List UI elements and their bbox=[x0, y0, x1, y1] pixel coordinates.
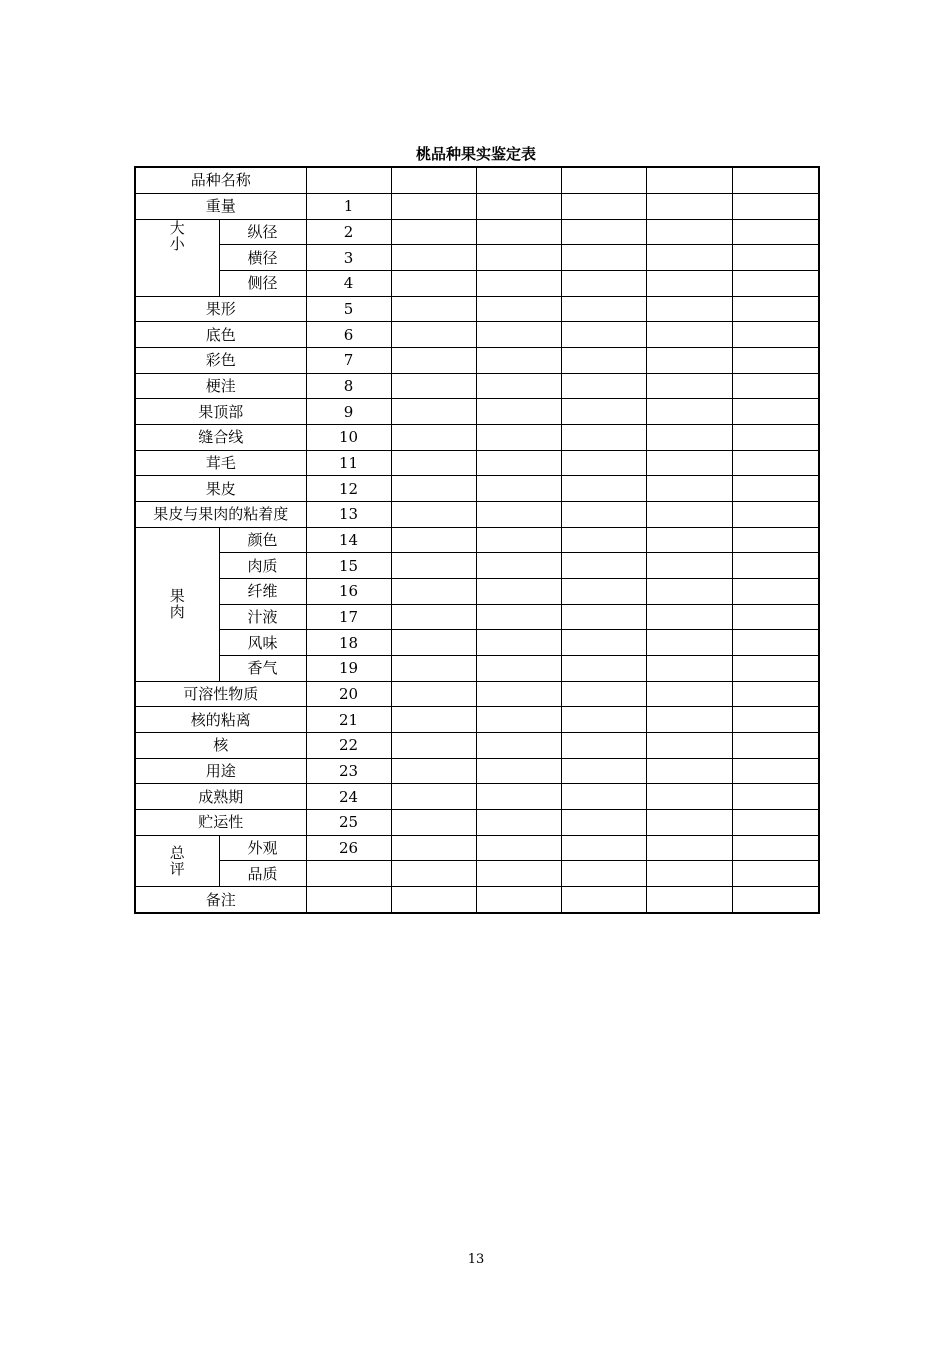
entry-cell[interactable] bbox=[561, 450, 646, 476]
entry-cell[interactable] bbox=[646, 424, 732, 450]
row-number: 18 bbox=[306, 630, 391, 656]
entry-cell[interactable] bbox=[476, 861, 561, 887]
row-number: 15 bbox=[306, 553, 391, 579]
entry-cell[interactable] bbox=[732, 501, 819, 527]
row-label: 成熟期 bbox=[135, 784, 306, 810]
entry-cell[interactable] bbox=[391, 887, 476, 913]
entry-cell[interactable] bbox=[646, 527, 732, 553]
row-label: 香气 bbox=[219, 656, 306, 682]
entry-cell[interactable] bbox=[561, 270, 646, 296]
table-row bbox=[135, 604, 819, 630]
entry-cell[interactable] bbox=[646, 167, 732, 193]
table-row bbox=[135, 322, 819, 348]
entry-cell[interactable] bbox=[646, 758, 732, 784]
entry-cell[interactable] bbox=[646, 296, 732, 322]
entry-cell[interactable] bbox=[561, 553, 646, 579]
entry-cell[interactable] bbox=[732, 707, 819, 733]
table-row bbox=[135, 758, 819, 784]
entry-cell[interactable] bbox=[391, 707, 476, 733]
table-row bbox=[135, 553, 819, 579]
table-row bbox=[135, 887, 819, 913]
entry-cell[interactable] bbox=[732, 476, 819, 502]
table-row bbox=[135, 835, 819, 861]
entry-cell[interactable] bbox=[561, 579, 646, 605]
entry-cell[interactable] bbox=[561, 887, 646, 913]
row-number: 2 bbox=[306, 219, 391, 245]
table-row bbox=[135, 193, 819, 219]
table-title: 桃品种果实鉴定表 bbox=[415, 145, 536, 163]
entry-cell[interactable] bbox=[561, 604, 646, 630]
entry-cell[interactable] bbox=[476, 810, 561, 836]
entry-cell[interactable] bbox=[561, 810, 646, 836]
row-label: 汁液 bbox=[219, 604, 306, 630]
entry-cell[interactable] bbox=[732, 861, 819, 887]
row-number: 19 bbox=[306, 656, 391, 682]
entry-cell[interactable] bbox=[476, 424, 561, 450]
entry-cell[interactable] bbox=[732, 835, 819, 861]
row-label: 果皮与果肉的粘着度 bbox=[135, 501, 306, 527]
table-row bbox=[135, 784, 819, 810]
row-label: 侧径 bbox=[219, 270, 306, 296]
entry-cell[interactable] bbox=[561, 347, 646, 373]
entry-cell[interactable] bbox=[476, 347, 561, 373]
fruit-identification-table bbox=[134, 166, 820, 914]
entry-cell[interactable] bbox=[732, 733, 819, 759]
table-row bbox=[135, 579, 819, 605]
entry-cell[interactable] bbox=[732, 758, 819, 784]
table-row bbox=[135, 219, 819, 245]
entry-cell[interactable] bbox=[391, 476, 476, 502]
row-label: 颜色 bbox=[219, 527, 306, 553]
entry-cell[interactable] bbox=[391, 347, 476, 373]
entry-cell[interactable] bbox=[476, 501, 561, 527]
entry-cell[interactable] bbox=[391, 630, 476, 656]
entry-cell[interactable] bbox=[561, 322, 646, 348]
entry-cell[interactable] bbox=[391, 527, 476, 553]
table-row bbox=[135, 527, 819, 553]
entry-cell[interactable] bbox=[646, 476, 732, 502]
entry-cell[interactable] bbox=[391, 604, 476, 630]
row-label: 果顶部 bbox=[135, 399, 306, 425]
row-number: 1 bbox=[306, 193, 391, 219]
entry-cell[interactable] bbox=[561, 193, 646, 219]
entry-cell[interactable] bbox=[476, 681, 561, 707]
entry-cell[interactable] bbox=[391, 784, 476, 810]
row-label: 重量 bbox=[135, 193, 306, 219]
entry-cell[interactable] bbox=[391, 835, 476, 861]
table-row bbox=[135, 373, 819, 399]
entry-cell[interactable] bbox=[646, 861, 732, 887]
entry-cell[interactable] bbox=[732, 322, 819, 348]
row-number: 12 bbox=[306, 476, 391, 502]
entry-cell[interactable] bbox=[391, 167, 476, 193]
entry-cell[interactable] bbox=[391, 193, 476, 219]
row-number: 25 bbox=[306, 810, 391, 836]
row-label: 果皮 bbox=[135, 476, 306, 502]
row-label: 贮运性 bbox=[135, 810, 306, 836]
entry-cell[interactable] bbox=[476, 527, 561, 553]
entry-cell[interactable] bbox=[476, 784, 561, 810]
row-number: 21 bbox=[306, 707, 391, 733]
entry-cell[interactable] bbox=[646, 553, 732, 579]
entry-cell[interactable] bbox=[476, 450, 561, 476]
entry-cell[interactable] bbox=[561, 656, 646, 682]
entry-cell[interactable] bbox=[476, 245, 561, 271]
table-row bbox=[135, 733, 819, 759]
entry-cell[interactable] bbox=[476, 887, 561, 913]
row-label: 肉质 bbox=[219, 553, 306, 579]
entry-cell[interactable] bbox=[476, 219, 561, 245]
row-number: 11 bbox=[306, 450, 391, 476]
row-number: 5 bbox=[306, 296, 391, 322]
row-number bbox=[306, 167, 391, 193]
entry-cell[interactable] bbox=[476, 167, 561, 193]
table-row bbox=[135, 450, 819, 476]
table-row bbox=[135, 296, 819, 322]
entry-cell[interactable] bbox=[391, 270, 476, 296]
table-row bbox=[135, 245, 819, 271]
entry-cell[interactable] bbox=[732, 347, 819, 373]
entry-cell[interactable] bbox=[391, 810, 476, 836]
entry-cell[interactable] bbox=[476, 835, 561, 861]
entry-cell[interactable] bbox=[732, 219, 819, 245]
row-number: 8 bbox=[306, 373, 391, 399]
row-number bbox=[306, 887, 391, 913]
row-label: 彩色 bbox=[135, 347, 306, 373]
entry-cell[interactable] bbox=[646, 501, 732, 527]
entry-cell[interactable] bbox=[732, 450, 819, 476]
table-row bbox=[135, 347, 819, 373]
row-number: 20 bbox=[306, 681, 391, 707]
row-label: 底色 bbox=[135, 322, 306, 348]
entry-cell[interactable] bbox=[646, 887, 732, 913]
table-row bbox=[135, 630, 819, 656]
entry-cell[interactable] bbox=[732, 527, 819, 553]
entry-cell[interactable] bbox=[646, 784, 732, 810]
entry-cell[interactable] bbox=[391, 450, 476, 476]
row-label: 横径 bbox=[219, 245, 306, 271]
table-row bbox=[135, 707, 819, 733]
entry-cell[interactable] bbox=[732, 296, 819, 322]
entry-cell[interactable] bbox=[646, 322, 732, 348]
entry-cell[interactable] bbox=[732, 579, 819, 605]
entry-cell[interactable] bbox=[732, 784, 819, 810]
entry-cell[interactable] bbox=[732, 424, 819, 450]
table-row bbox=[135, 424, 819, 450]
row-label: 茸毛 bbox=[135, 450, 306, 476]
row-number: 23 bbox=[306, 758, 391, 784]
entry-cell[interactable] bbox=[391, 758, 476, 784]
entry-cell[interactable] bbox=[732, 681, 819, 707]
entry-cell[interactable] bbox=[561, 758, 646, 784]
entry-cell[interactable] bbox=[646, 707, 732, 733]
entry-cell[interactable] bbox=[561, 527, 646, 553]
entry-cell[interactable] bbox=[646, 373, 732, 399]
row-label: 缝合线 bbox=[135, 424, 306, 450]
entry-cell[interactable] bbox=[732, 604, 819, 630]
row-label: 纵径 bbox=[219, 219, 306, 245]
entry-cell[interactable] bbox=[732, 193, 819, 219]
entry-cell[interactable] bbox=[732, 373, 819, 399]
entry-cell[interactable] bbox=[732, 270, 819, 296]
row-number: 17 bbox=[306, 604, 391, 630]
entry-cell[interactable] bbox=[476, 193, 561, 219]
entry-cell[interactable] bbox=[561, 861, 646, 887]
entry-cell[interactable] bbox=[391, 322, 476, 348]
entry-cell[interactable] bbox=[476, 707, 561, 733]
entry-cell[interactable] bbox=[561, 476, 646, 502]
entry-cell[interactable] bbox=[391, 373, 476, 399]
entry-cell[interactable] bbox=[732, 656, 819, 682]
entry-cell[interactable] bbox=[476, 322, 561, 348]
entry-cell[interactable] bbox=[561, 167, 646, 193]
entry-cell[interactable] bbox=[391, 296, 476, 322]
entry-cell[interactable] bbox=[561, 733, 646, 759]
row-label: 外观 bbox=[219, 835, 306, 861]
entry-cell[interactable] bbox=[391, 861, 476, 887]
entry-cell[interactable] bbox=[646, 733, 732, 759]
entry-cell[interactable] bbox=[561, 245, 646, 271]
entry-cell[interactable] bbox=[476, 579, 561, 605]
entry-cell[interactable] bbox=[561, 681, 646, 707]
entry-cell[interactable] bbox=[561, 399, 646, 425]
entry-cell[interactable] bbox=[646, 347, 732, 373]
entry-cell[interactable] bbox=[646, 656, 732, 682]
entry-cell[interactable] bbox=[646, 810, 732, 836]
entry-cell[interactable] bbox=[732, 630, 819, 656]
row-number: 26 bbox=[306, 835, 391, 861]
entry-cell[interactable] bbox=[476, 553, 561, 579]
row-label: 品种名称 bbox=[135, 167, 306, 193]
row-number: 4 bbox=[306, 270, 391, 296]
table-row bbox=[135, 656, 819, 682]
entry-cell[interactable] bbox=[391, 424, 476, 450]
row-number: 14 bbox=[306, 527, 391, 553]
entry-cell[interactable] bbox=[646, 579, 732, 605]
row-number: 16 bbox=[306, 579, 391, 605]
row-number: 13 bbox=[306, 501, 391, 527]
entry-cell[interactable] bbox=[732, 167, 819, 193]
row-number: 3 bbox=[306, 245, 391, 271]
row-label: 备注 bbox=[135, 887, 306, 913]
row-number: 24 bbox=[306, 784, 391, 810]
entry-cell[interactable] bbox=[646, 681, 732, 707]
entry-cell[interactable] bbox=[476, 604, 561, 630]
entry-cell[interactable] bbox=[646, 193, 732, 219]
row-label: 核的粘离 bbox=[135, 707, 306, 733]
row-label: 核 bbox=[135, 733, 306, 759]
entry-cell[interactable] bbox=[732, 810, 819, 836]
entry-cell[interactable] bbox=[561, 707, 646, 733]
row-number: 9 bbox=[306, 399, 391, 425]
row-number: 22 bbox=[306, 733, 391, 759]
row-number: 6 bbox=[306, 322, 391, 348]
entry-cell[interactable] bbox=[476, 373, 561, 399]
entry-cell[interactable] bbox=[646, 270, 732, 296]
entry-cell[interactable] bbox=[561, 219, 646, 245]
entry-cell[interactable] bbox=[561, 784, 646, 810]
entry-cell[interactable] bbox=[391, 399, 476, 425]
entry-cell[interactable] bbox=[476, 733, 561, 759]
entry-cell[interactable] bbox=[732, 887, 819, 913]
row-label: 用途 bbox=[135, 758, 306, 784]
row-number: 7 bbox=[306, 347, 391, 373]
row-label: 梗洼 bbox=[135, 373, 306, 399]
entry-cell[interactable] bbox=[646, 835, 732, 861]
entry-cell[interactable] bbox=[561, 424, 646, 450]
group-label-overall: 总 评 bbox=[135, 835, 219, 886]
table-row bbox=[135, 861, 819, 887]
group-label-size: 大 小 bbox=[135, 219, 219, 296]
entry-cell[interactable] bbox=[476, 758, 561, 784]
entry-cell[interactable] bbox=[391, 553, 476, 579]
entry-cell[interactable] bbox=[732, 399, 819, 425]
entry-cell[interactable] bbox=[391, 245, 476, 271]
entry-cell[interactable] bbox=[561, 296, 646, 322]
entry-cell[interactable] bbox=[391, 733, 476, 759]
entry-cell[interactable] bbox=[561, 501, 646, 527]
entry-cell[interactable] bbox=[646, 450, 732, 476]
table-row bbox=[135, 501, 819, 527]
entry-cell[interactable] bbox=[391, 219, 476, 245]
row-number: 10 bbox=[306, 424, 391, 450]
table-row bbox=[135, 681, 819, 707]
entry-cell[interactable] bbox=[476, 399, 561, 425]
entry-cell[interactable] bbox=[476, 270, 561, 296]
entry-cell[interactable] bbox=[561, 630, 646, 656]
entry-cell[interactable] bbox=[476, 296, 561, 322]
row-label: 纤维 bbox=[219, 579, 306, 605]
entry-cell[interactable] bbox=[391, 656, 476, 682]
entry-cell[interactable] bbox=[391, 501, 476, 527]
row-label: 风味 bbox=[219, 630, 306, 656]
entry-cell[interactable] bbox=[476, 656, 561, 682]
entry-cell[interactable] bbox=[732, 553, 819, 579]
group-label-flesh: 果 肉 bbox=[135, 527, 219, 681]
entry-cell[interactable] bbox=[646, 399, 732, 425]
entry-cell[interactable] bbox=[646, 245, 732, 271]
entry-cell[interactable] bbox=[561, 835, 646, 861]
row-number bbox=[306, 861, 391, 887]
row-label: 果形 bbox=[135, 296, 306, 322]
entry-cell[interactable] bbox=[561, 373, 646, 399]
table-row bbox=[135, 810, 819, 836]
page-number: 13 bbox=[467, 1252, 485, 1267]
table-row bbox=[135, 399, 819, 425]
row-label: 可溶性物质 bbox=[135, 681, 306, 707]
table-row bbox=[135, 270, 819, 296]
table-row bbox=[135, 167, 819, 193]
entry-cell[interactable] bbox=[391, 579, 476, 605]
entry-cell[interactable] bbox=[646, 604, 732, 630]
entry-cell[interactable] bbox=[646, 630, 732, 656]
entry-cell[interactable] bbox=[646, 219, 732, 245]
row-label: 品质 bbox=[219, 861, 306, 887]
entry-cell[interactable] bbox=[732, 245, 819, 271]
entry-cell[interactable] bbox=[476, 476, 561, 502]
entry-cell[interactable] bbox=[476, 630, 561, 656]
table-row bbox=[135, 476, 819, 502]
entry-cell[interactable] bbox=[391, 681, 476, 707]
